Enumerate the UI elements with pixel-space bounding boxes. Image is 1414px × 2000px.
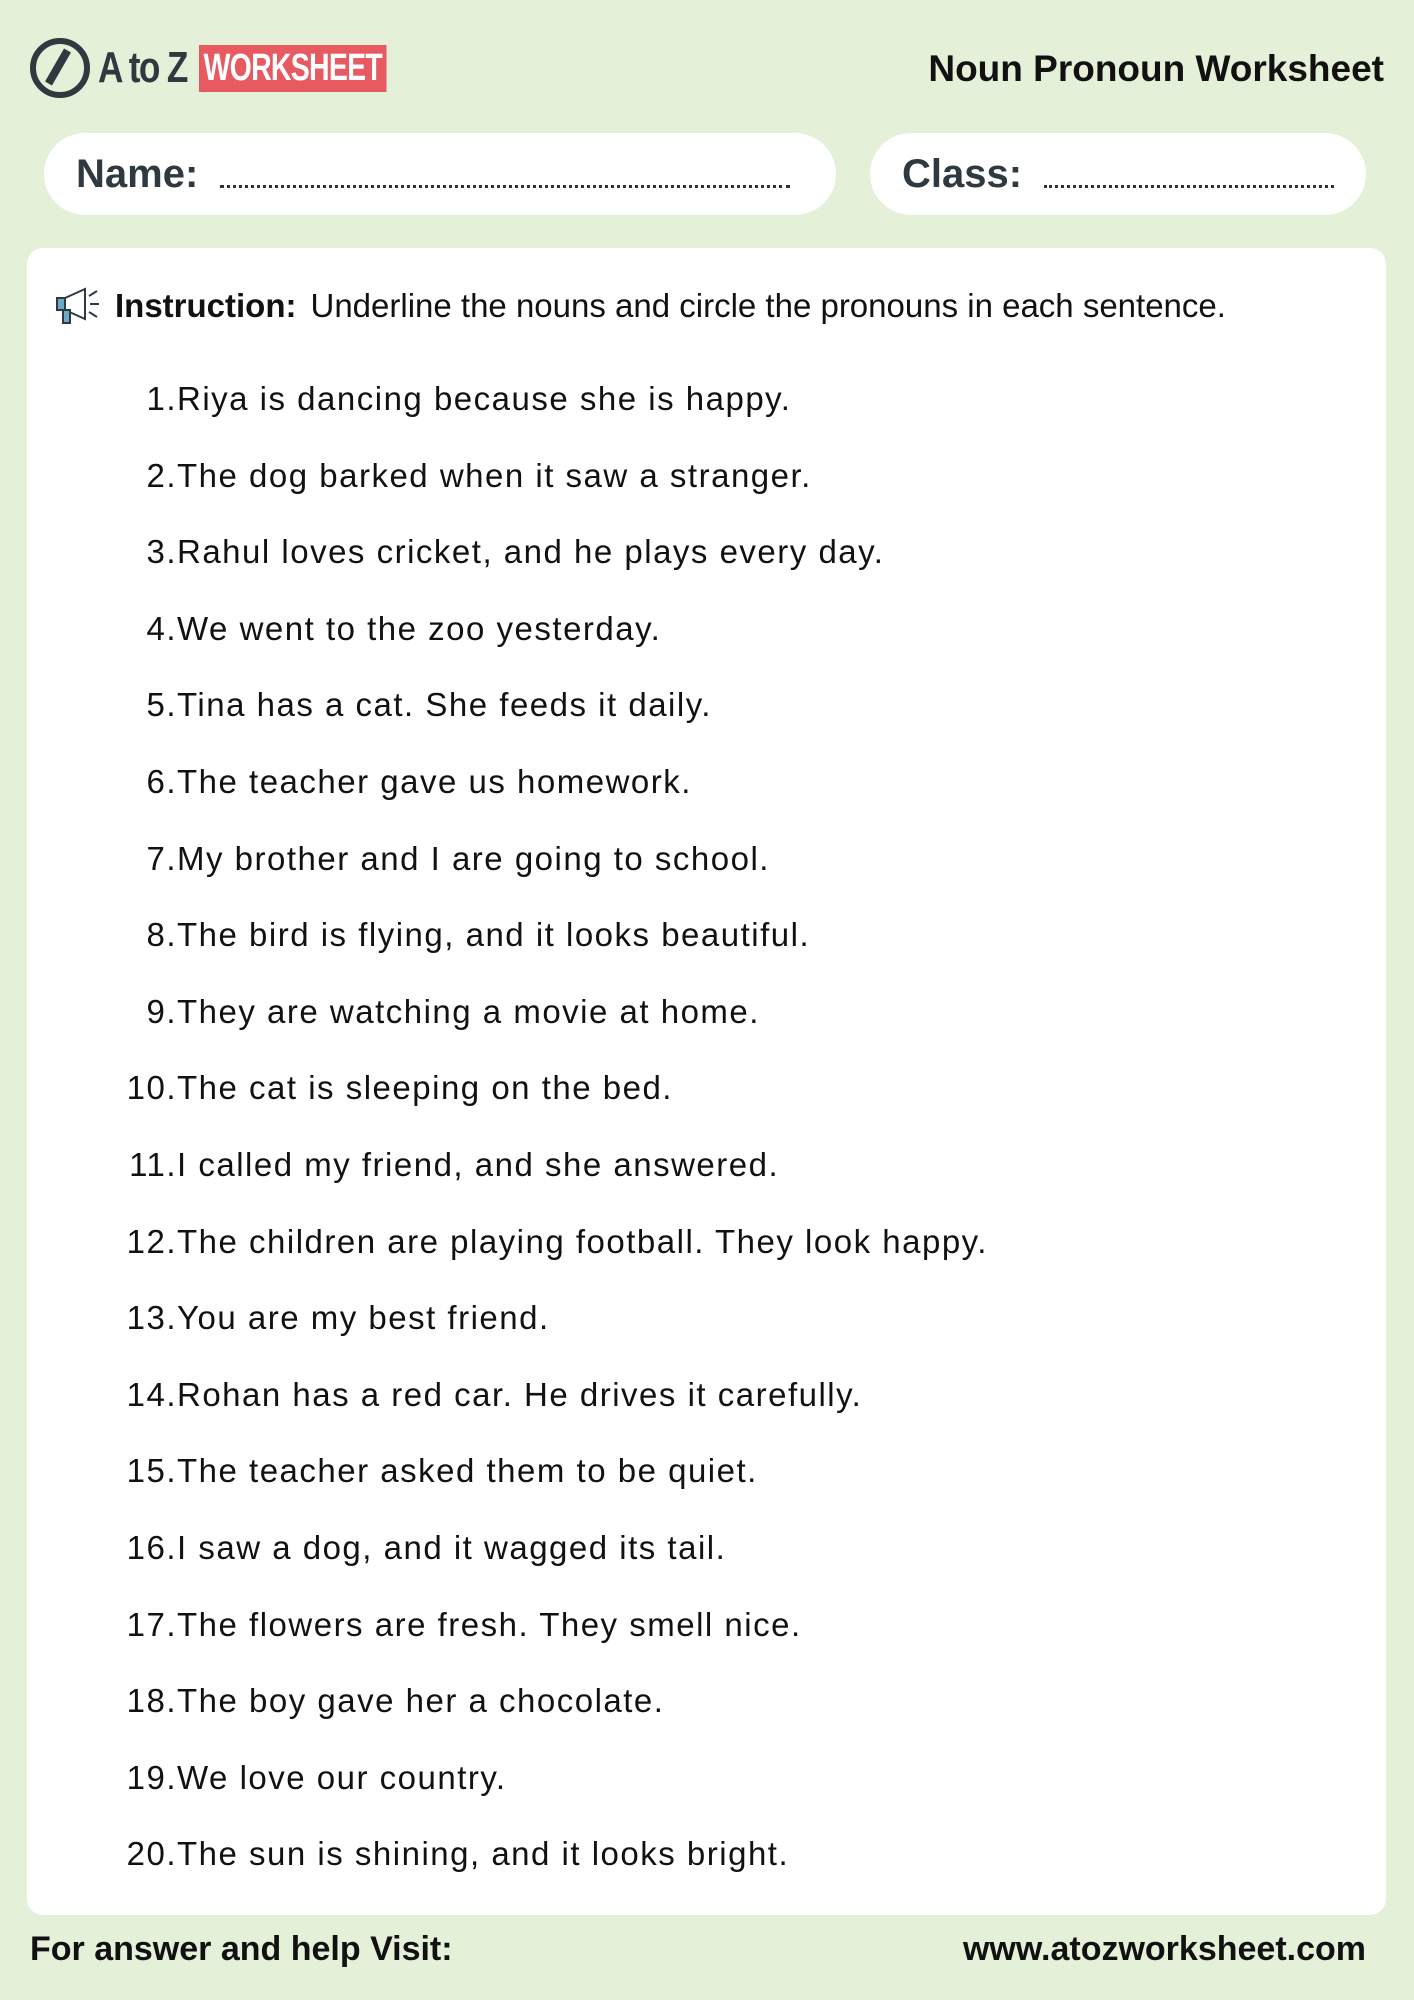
- class-label: Class:: [902, 151, 1023, 196]
- sentence-item: [27, 1376, 862, 1414]
- megaphone-icon: [55, 286, 101, 326]
- sentence-item: [27, 380, 791, 418]
- pen-logo-icon: [30, 38, 90, 98]
- sentence-item: [27, 763, 692, 801]
- logo: [30, 38, 449, 98]
- item-text: My brother and I are going to school.: [177, 839, 770, 877]
- item-text: The boy gave her a chocolate.: [177, 1682, 665, 1720]
- item-text: The teacher asked them to be quiet.: [177, 1452, 758, 1490]
- item-number: 19.: [126, 1758, 177, 1796]
- sentence-item: [27, 1606, 802, 1644]
- item-text: The sun is shining, and it looks bright.: [177, 1835, 790, 1873]
- item-text: You are my best friend.: [177, 1299, 550, 1337]
- sentence-item: [27, 1452, 758, 1490]
- name-dotted-line: [220, 185, 790, 188]
- item-number: 11.: [129, 1146, 177, 1183]
- item-text: Riya is dancing because she is happy.: [177, 380, 792, 417]
- item-number: 13.: [126, 1299, 177, 1337]
- sentence-item: [27, 1223, 988, 1261]
- item-number: 10.: [126, 1069, 177, 1107]
- item-text: Rohan has a red car. He drives it carefully.: [177, 1375, 863, 1413]
- name-field[interactable]: [44, 133, 836, 215]
- instruction-text: Underline the nouns and circle the pronouns in each sentence.: [310, 287, 1226, 324]
- item-number: 2.: [146, 456, 177, 494]
- item-number: 6.: [146, 763, 177, 800]
- sentence-item: [27, 610, 661, 648]
- worksheet-card: [27, 248, 1386, 1915]
- item-number: 14.: [126, 1375, 177, 1413]
- item-number: 8.: [146, 916, 177, 954]
- footer-label: For answer and help Visit:: [30, 1930, 453, 1968]
- item-number: 5.: [146, 686, 177, 724]
- instruction: [55, 286, 1226, 326]
- item-number: 3.: [146, 533, 177, 571]
- footer-website-link[interactable]: www.atozworksheet.com: [962, 1930, 1366, 1968]
- class-field[interactable]: [870, 133, 1366, 215]
- item-text: The children are playing football. They look happy.: [177, 1222, 988, 1260]
- item-number: 1.: [146, 380, 177, 417]
- logo-badge: WORKSHEET: [199, 45, 387, 92]
- page-title: Noun Pronoun Worksheet: [928, 48, 1384, 89]
- sentence-item: [27, 1146, 779, 1184]
- sentence-item: [27, 1835, 789, 1873]
- class-dotted-line: [1044, 185, 1334, 188]
- sentence-item: [27, 533, 884, 571]
- sentence-item: [27, 1529, 726, 1567]
- item-text: The teacher gave us homework.: [177, 763, 692, 800]
- sentence-item: [27, 993, 760, 1031]
- instruction-label: Instruction:: [115, 287, 297, 324]
- item-text: We love our country.: [177, 1758, 507, 1796]
- item-text: We went to the zoo yesterday.: [177, 609, 662, 647]
- item-text: Rahul loves cricket, and he plays every day.: [177, 533, 885, 571]
- sentence-item: [27, 1759, 507, 1797]
- item-number: 15.: [126, 1452, 177, 1490]
- sentence-item: [27, 457, 812, 495]
- item-number: 7.: [146, 839, 177, 877]
- sentence-item: [27, 1299, 550, 1337]
- item-text: Tina has a cat. She feeds it daily.: [177, 686, 712, 724]
- item-number: 9.: [146, 992, 177, 1030]
- item-text: I saw a dog, and it wagged its tail.: [177, 1529, 727, 1566]
- item-text: The cat is sleeping on the bed.: [177, 1069, 673, 1107]
- item-number: 17.: [126, 1605, 177, 1643]
- sentence-item: [27, 1682, 664, 1720]
- item-number: 16.: [126, 1529, 177, 1566]
- name-label: Name:: [76, 151, 199, 196]
- item-text: I called my friend, and she answered.: [177, 1146, 780, 1183]
- item-text: The flowers are fresh. They smell nice.: [177, 1605, 802, 1643]
- item-text: They are watching a movie at home.: [177, 992, 760, 1030]
- item-text: The dog barked when it saw a stranger.: [177, 456, 812, 494]
- item-number: 12.: [126, 1222, 177, 1260]
- item-number: 18.: [126, 1682, 177, 1720]
- sentence-item: [27, 1069, 673, 1107]
- item-number: 4.: [146, 609, 177, 647]
- sentence-item: [27, 916, 810, 954]
- sentence-item: [27, 840, 770, 878]
- item-number: 20.: [126, 1835, 177, 1873]
- item-text: The bird is flying, and it looks beautiful.: [177, 916, 811, 954]
- logo-text: A to Z: [98, 43, 187, 92]
- sentence-item: [27, 686, 712, 724]
